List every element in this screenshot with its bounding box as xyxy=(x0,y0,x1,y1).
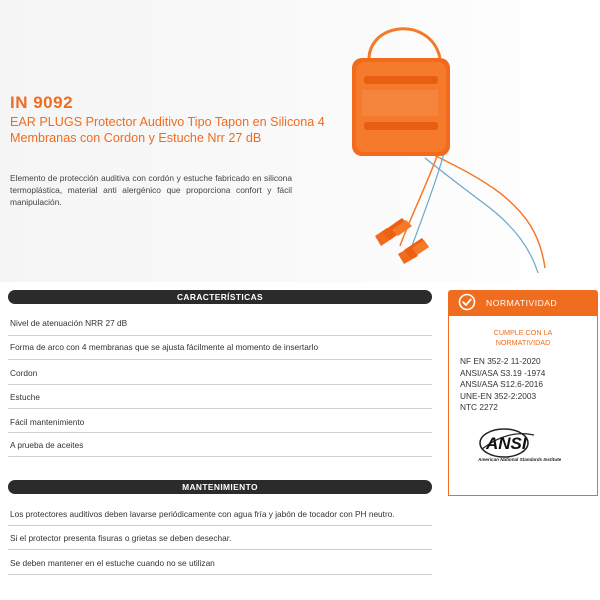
divider xyxy=(8,574,432,575)
product-title: EAR PLUGS Protector Auditivo Tipo Tapon en Silicona 4 Membranas con Cordon y Estuche Nrr 27 dB xyxy=(10,115,325,145)
standard-item: ANSI/ASA S3.19 -1974 xyxy=(460,367,546,378)
check-circle-icon xyxy=(458,293,476,311)
standards-list xyxy=(460,356,590,414)
mantenimiento-item: Si el protector presenta fisuras o grietas se deben desechar. xyxy=(10,533,232,543)
standard-item: UNE-EN 352-2:2003 xyxy=(460,390,537,401)
standard-item: NF EN 352-2 11-2020 xyxy=(460,356,541,366)
divider xyxy=(8,456,432,457)
divider xyxy=(8,335,432,336)
divider xyxy=(8,359,432,360)
divider xyxy=(8,384,432,385)
ansi-subtext: American National Standards Institute xyxy=(478,457,562,462)
mantenimiento-item: Se deben mantener en el estuche cuando no se utilizan xyxy=(10,558,215,568)
caracteristica-item: Cordon xyxy=(10,368,38,378)
mantenimiento-item: Los protectores auditivos deben lavarse periódicamente con agua fría y jabón de tocador con PH neutro. xyxy=(10,509,395,519)
caracteristica-item: Estuche xyxy=(10,392,40,402)
standard-item: ANSI/ASA S12.6-2016 xyxy=(460,379,544,390)
caracteristicas-heading: CARACTERÍSTICAS xyxy=(8,290,432,304)
divider xyxy=(8,408,432,409)
normatividad-title: NORMATIVIDAD xyxy=(486,298,558,308)
caracteristica-item: Fácil mantenimiento xyxy=(10,417,85,427)
caracteristica-item: Forma de arco con 4 membranas que se ajusta fácilmente al momento de insertarlo xyxy=(10,342,319,352)
product-code: IN 9092 xyxy=(10,93,74,112)
divider xyxy=(8,432,432,433)
caracteristica-item: A prueba de aceites xyxy=(10,440,84,450)
product-description: Elemento de protección auditiva con cordón y estuche fabricado en silicona termoplástica, material anti alergénico que proporciona confort y fácil manipulación. xyxy=(10,173,292,207)
mantenimiento-heading: MANTENIMIENTO xyxy=(8,480,432,494)
standard-item: NTC 2272 xyxy=(460,402,498,413)
earplug-product-image xyxy=(330,18,600,280)
cumple-label: CUMPLE CON LA NORMATIVIDAD xyxy=(493,328,553,347)
divider xyxy=(8,549,432,550)
ansi-logo-text: ANSI xyxy=(486,434,527,453)
divider xyxy=(8,525,432,526)
caracteristica-item: Nivel de atenuación NRR 27 dB xyxy=(10,318,128,328)
